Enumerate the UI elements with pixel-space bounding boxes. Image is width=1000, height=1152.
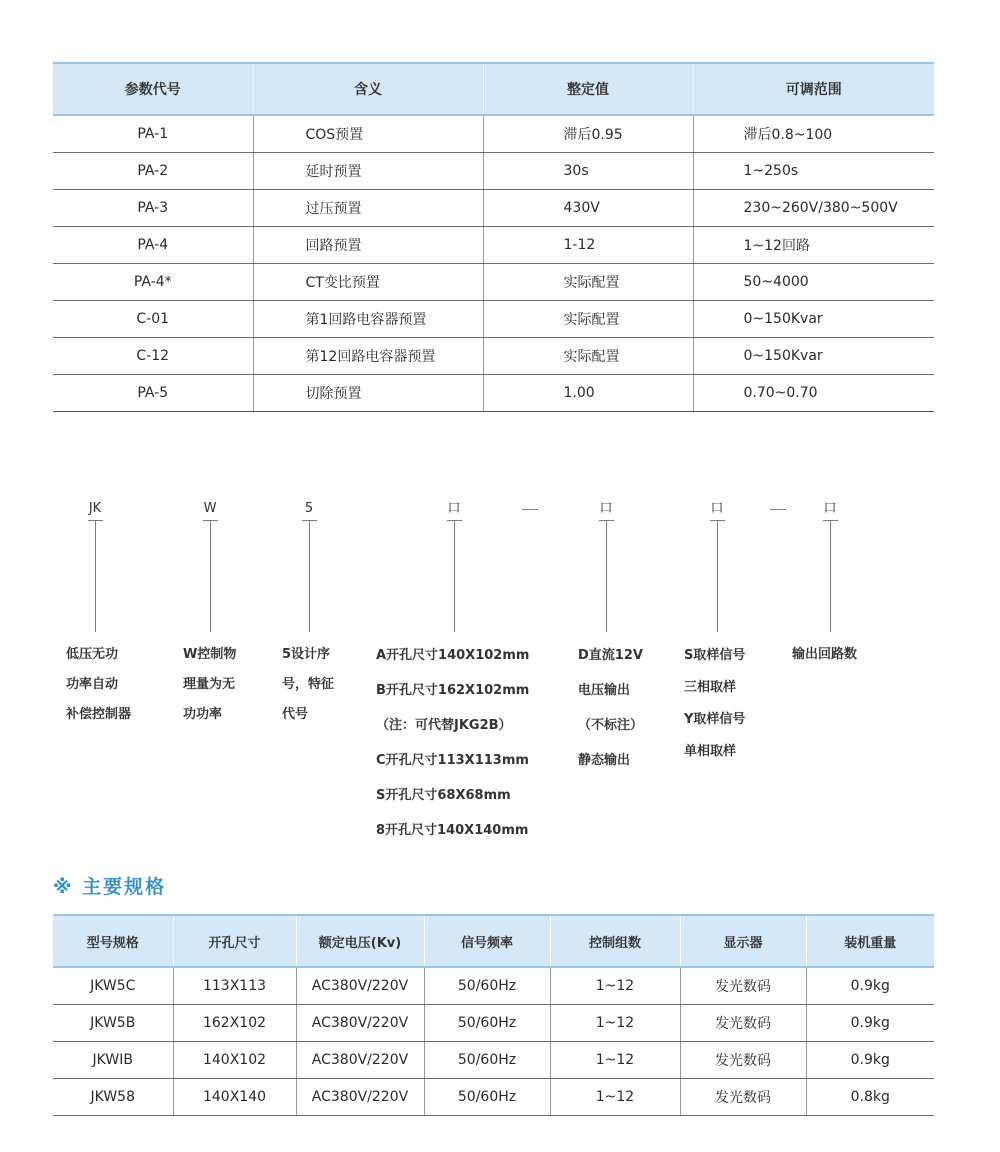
param-setting: 430V [483,190,693,227]
model-code-diagram [0,490,1000,850]
code-leader-line [454,520,455,632]
param-code: PA-4 [53,227,253,264]
spec-display: 发光数码 [680,1042,806,1079]
header-rated-voltage: 额定电压(Kv) [296,915,424,967]
param-range: 50~4000 [693,264,934,301]
header-param-code: 参数代号 [53,63,253,115]
table-row [53,301,934,338]
param-range: 0~150Kvar [693,301,934,338]
header-setting-value: 整定值 [483,63,693,115]
description-line: 电压输出 [578,683,631,698]
code-leader-line [830,520,831,632]
spec-voltage: AC380V/220V [296,1079,424,1116]
header-adjust-range: 可调范围 [693,63,934,115]
code-segment-5 [289,500,329,632]
code-segment-circuits [810,500,850,632]
header-cutout-size: 开孔尺寸 [173,915,296,967]
spec-groups: 1~12 [550,1005,680,1042]
description-line: A开孔尺寸140X102mm [376,648,530,663]
param-meaning: 第12回路电容器预置 [253,338,483,375]
spec-model: JKWIB [53,1042,173,1079]
spec-frequency: 50/60Hz [424,967,550,1005]
description-line: B开孔尺寸162X102mm [376,683,530,698]
description-line: 8开孔尺寸140X140mm [376,823,529,838]
code-leader-line [606,520,607,632]
code-description-sampling [684,640,745,768]
table-row [53,153,934,190]
description-line: 功率自动 [66,677,119,692]
spec-model: JKW5B [53,1005,173,1042]
table-row [53,375,934,412]
description-line: 输出回路数 [792,647,858,662]
spec-frequency: 50/60Hz [424,1005,550,1042]
code-label: 口 [447,501,461,516]
code-segment-sampling [697,500,737,632]
param-range: 0~150Kvar [693,338,934,375]
code-leader-line [717,520,718,632]
code-label: JK [88,501,102,516]
code-segment-cutout [434,500,474,632]
code-separator-dash [770,509,786,510]
code-separator-dash [522,509,538,510]
param-setting: 1.00 [483,375,693,412]
spec-model: JKW58 [53,1079,173,1116]
description-line: 5设计序 [282,647,331,662]
param-setting: 实际配置 [483,301,693,338]
table-row [53,227,934,264]
header-signal-frequency: 信号频率 [424,915,550,967]
code-leader-line [95,520,96,632]
description-line: W控制物 [183,647,237,662]
code-label: 5 [304,501,314,516]
description-line: C开孔尺寸113X113mm [376,753,529,768]
param-code: PA-4* [53,264,253,301]
param-meaning: 回路预置 [253,227,483,264]
code-description-circuits [792,640,857,670]
param-setting: 滞后0.95 [483,115,693,153]
spec-groups: 1~12 [550,1079,680,1116]
parameter-table [53,62,934,412]
spec-cutout: 140X140 [173,1079,296,1116]
param-setting: 30s [483,153,693,190]
description-line: Y取样信号 [684,712,746,727]
spec-voltage: AC380V/220V [296,967,424,1005]
table-row [53,1042,934,1079]
code-description-5 [282,640,334,730]
code-description-jk [66,640,131,730]
spec-cutout: 113X113 [173,967,296,1005]
param-range: 滞后0.8~100 [693,115,934,153]
table-row [53,338,934,375]
spec-weight: 0.9kg [806,1042,934,1079]
spec-weight: 0.9kg [806,1005,934,1042]
param-setting: 实际配置 [483,264,693,301]
description-line: 补偿控制器 [66,707,132,722]
param-meaning: COS预置 [253,115,483,153]
code-segment-output [586,500,626,632]
spec-cutout: 140X102 [173,1042,296,1079]
param-meaning: 延时预置 [253,153,483,190]
param-meaning: 切除预置 [253,375,483,412]
spec-groups: 1~12 [550,967,680,1005]
code-label: 口 [710,501,724,516]
param-meaning: CT变比预置 [253,264,483,301]
description-line: 三相取样 [684,680,737,695]
param-range: 0.70~0.70 [693,375,934,412]
table-row [53,1079,934,1116]
description-line: 代号 [282,707,309,722]
spec-cutout: 162X102 [173,1005,296,1042]
description-line: S取样信号 [684,648,746,663]
description-line: 功功率 [183,707,223,722]
spec-voltage: AC380V/220V [296,1005,424,1042]
spec-frequency: 50/60Hz [424,1042,550,1079]
description-line: D直流12V [578,648,643,663]
code-label: 口 [599,501,613,516]
header-control-groups: 控制组数 [550,915,680,967]
param-code: C-12 [53,338,253,375]
code-label: W [203,501,217,516]
header-display: 显示器 [680,915,806,967]
header-meaning: 含义 [253,63,483,115]
spec-table-header [53,915,934,967]
param-code: PA-5 [53,375,253,412]
description-line: 理量为无 [183,677,236,692]
description-line: S开孔尺寸68X68mm [376,788,511,803]
spec-frequency: 50/60Hz [424,1079,550,1116]
spec-groups: 1~12 [550,1042,680,1079]
spec-display: 发光数码 [680,1005,806,1042]
spec-table [53,914,934,1116]
table-row [53,1005,934,1042]
header-weight: 装机重量 [806,915,934,967]
code-label: 口 [823,501,837,516]
spec-weight: 0.9kg [806,967,934,1005]
table-row [53,190,934,227]
description-line: 号，特征 [282,677,335,692]
param-code: PA-1 [53,115,253,153]
param-code: PA-3 [53,190,253,227]
code-description-w [183,640,236,730]
header-model: 型号规格 [53,915,173,967]
spec-voltage: AC380V/220V [296,1042,424,1079]
section-title-main-specs: ※ 主要规格 [53,876,167,898]
param-meaning: 过压预置 [253,190,483,227]
description-line: （不标注） [578,718,644,733]
table-row [53,967,934,1005]
code-leader-line [309,520,310,632]
spec-model: JKW5C [53,967,173,1005]
table-row [53,264,934,301]
parameter-table-header [53,63,934,115]
code-description-cutout [376,638,529,848]
param-code: PA-2 [53,153,253,190]
param-range: 1~250s [693,153,934,190]
param-setting: 1-12 [483,227,693,264]
code-description-output [578,638,643,778]
param-code: C-01 [53,301,253,338]
spec-display: 发光数码 [680,967,806,1005]
spec-weight: 0.8kg [806,1079,934,1116]
table-row [53,115,934,153]
description-line: 静态输出 [578,753,631,768]
param-meaning: 第1回路电容器预置 [253,301,483,338]
code-segment-w [190,500,230,632]
param-range: 1~12回路 [693,227,934,264]
code-segment-jk [75,500,115,632]
param-setting: 实际配置 [483,338,693,375]
description-line: 低压无功 [66,647,119,662]
spec-display: 发光数码 [680,1079,806,1116]
param-range: 230~260V/380~500V [693,190,934,227]
description-line: 单相取样 [684,744,737,759]
code-leader-line [210,520,211,632]
description-line: （注：可代替JKG2B） [376,718,512,733]
